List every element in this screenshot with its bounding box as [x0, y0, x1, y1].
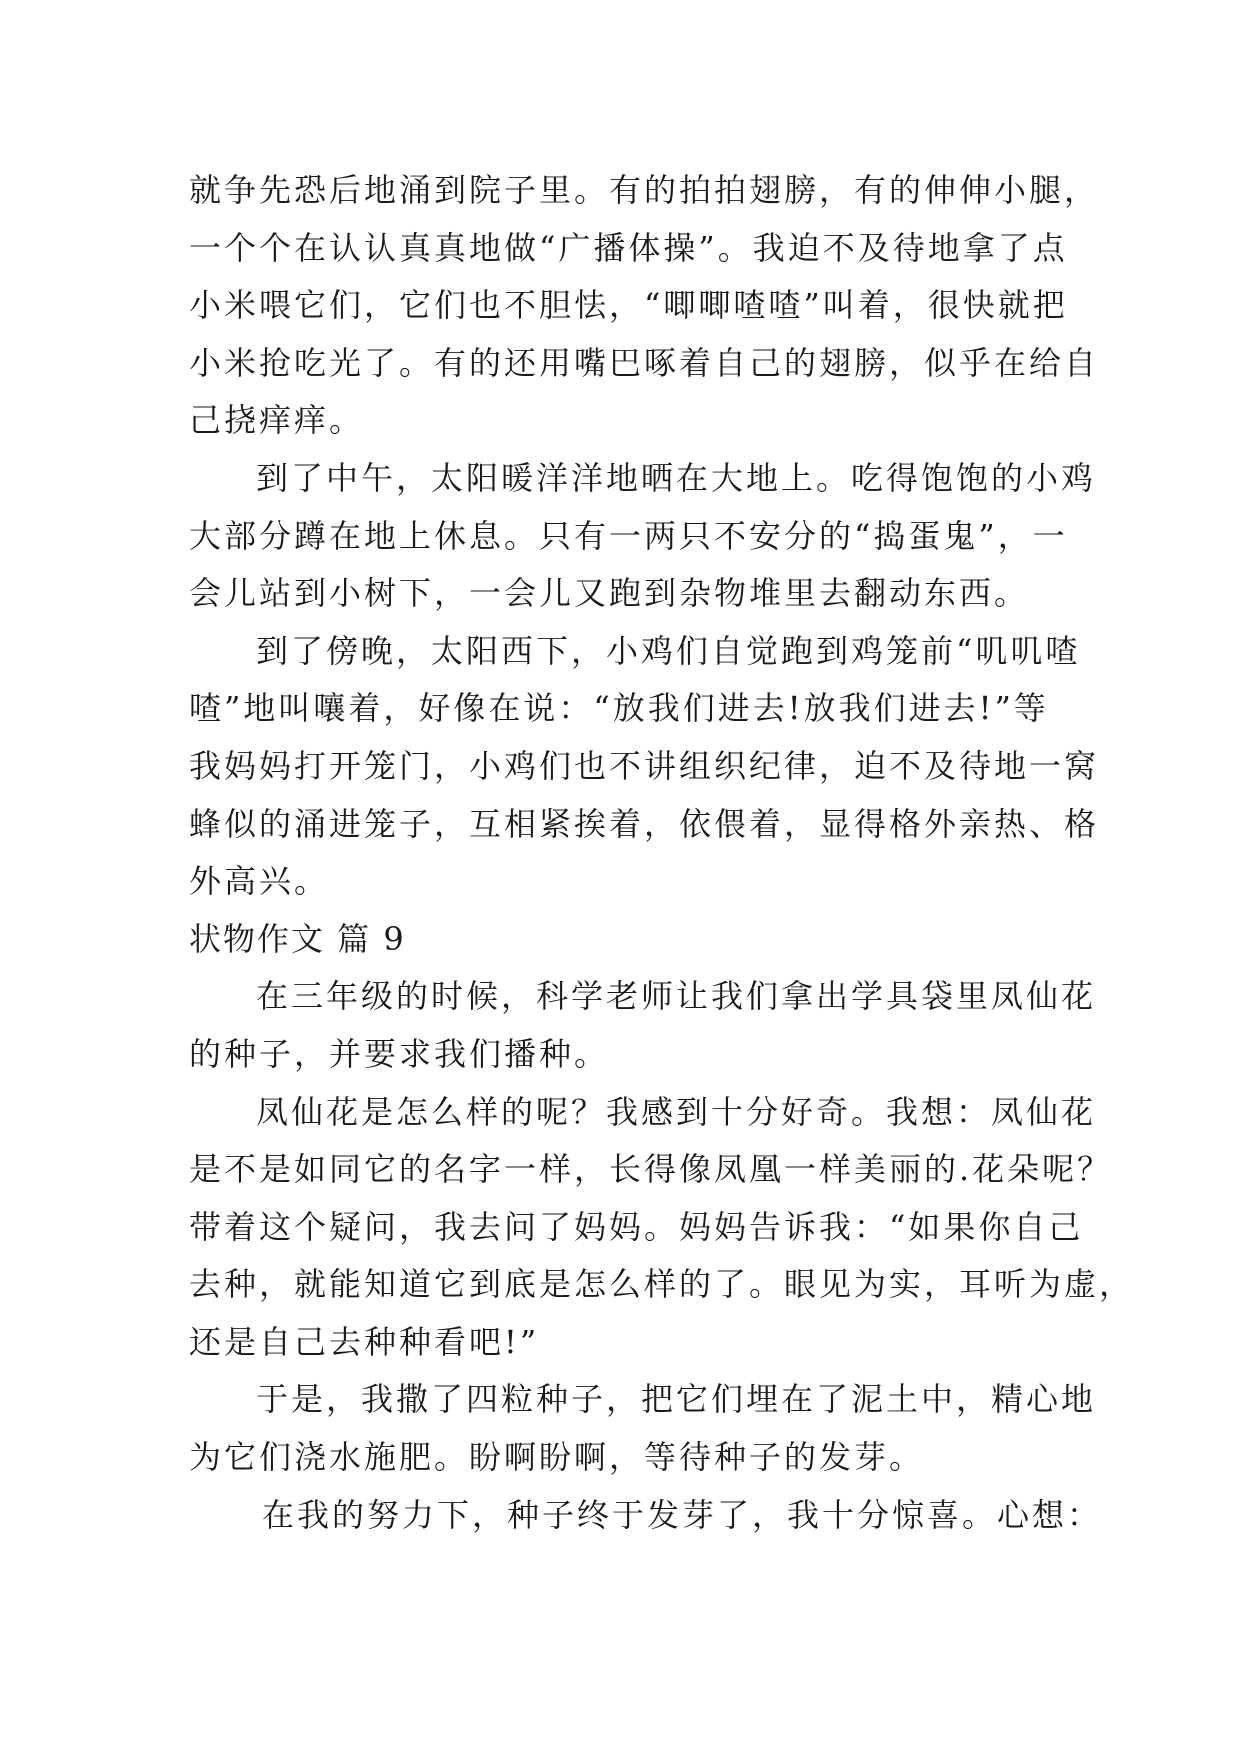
text-line: 是不是如同它的名字一样，长得像凤凰一样美丽的.花朵呢？	[189, 1150, 1113, 1189]
text-line: 到了中午，太阳暖洋洋地晒在大地上。吃得饱饱的小鸡	[256, 458, 1097, 497]
text-line: 于是，我撒了四粒种子，把它们埋在了泥土中，精心地	[256, 1380, 1097, 1419]
text-line: 带着这个疑问，我去问了妈妈。妈妈告诉我：“如果你自己	[189, 1207, 1084, 1246]
text-line: 还是自己去种种看吧!”	[189, 1322, 540, 1361]
text-line: 就争先恐后地涌到院子里。有的拍拍翅膀，有的伸伸小腿，	[189, 171, 1100, 209]
text-line: 会儿站到小树下，一会儿又跑到杂物堆里去翻动东西。	[189, 574, 1030, 613]
text-line: 一个个在认认真真地做“广播体操”。我迫不及待地拿了点	[189, 228, 1068, 267]
text-line: 小米抢吃光了。有的还用嘴巴啄着自己的翅膀，似乎在给自	[189, 343, 1100, 382]
text-line: 大部分蹲在地上休息。只有一两只不安分的“捣蛋鬼”，一	[189, 516, 1068, 555]
text-line: 己挠痒痒。	[189, 401, 365, 440]
text-line: 去种，就能知道它到底是怎么样的了。眼见为实，耳听为虚，	[189, 1265, 1135, 1304]
document-body	[189, 162, 1135, 1544]
section-heading: 状物作文 篇 9	[189, 919, 406, 958]
text-line: 我妈妈打开笼门，小鸡们也不讲组织纪律，迫不及待地一窝	[189, 746, 1100, 785]
text-line: 在我的努力下，种子终于发芽了，我十分惊喜。心想：	[262, 1495, 1103, 1534]
text-line: 小米喂它们，它们也不胆怯，“唧唧喳喳”叫着，很快就把	[189, 286, 1068, 325]
text-line: 为它们浇水施肥。盼啊盼啊，等待种子的发芽。	[189, 1438, 925, 1477]
text-line: 喳”地叫嚷着，好像在说：“放我们进去!放我们进去!”等	[189, 689, 1049, 728]
text-line: 到了傍晚，太阳西下，小鸡们自觉跑到鸡笼前“叽叽喳	[256, 631, 1081, 670]
text-line: 在三年级的时候，科学老师让我们拿出学具袋里凤仙花	[256, 977, 1097, 1016]
text-line: 凤仙花是怎么样的呢？我感到十分好奇。我想：凤仙花	[256, 1092, 1097, 1131]
text-line: 外高兴。	[189, 862, 330, 901]
text-line: 的种子，并要求我们播种。	[189, 1034, 610, 1073]
text-line: 蜂似的涌进笼子，互相紧挨着，依偎着，显得格外亲热、格	[189, 804, 1100, 843]
